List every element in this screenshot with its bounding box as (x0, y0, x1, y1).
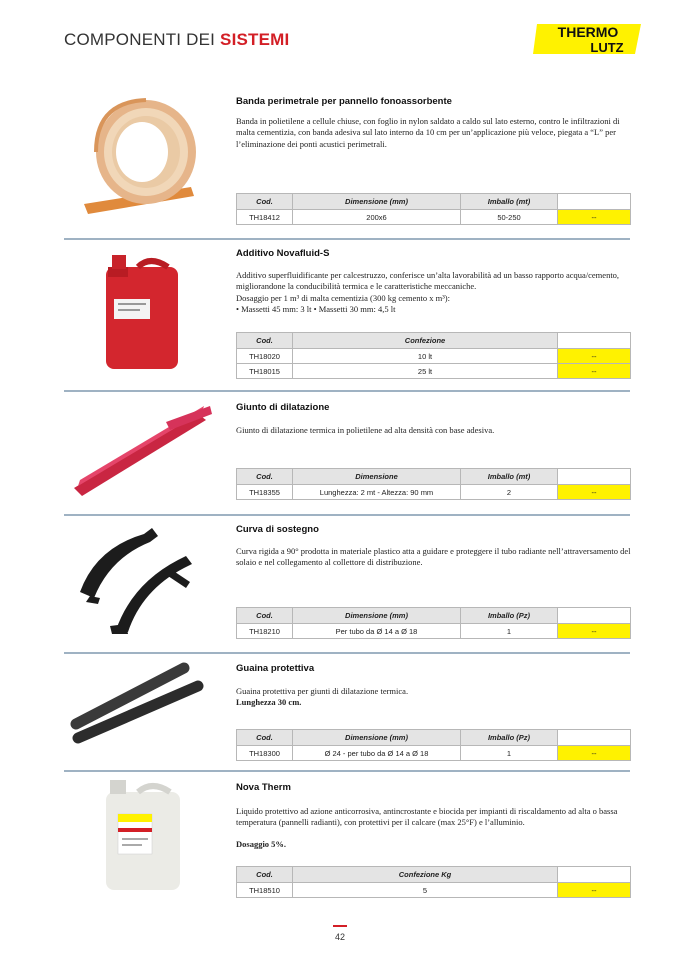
col-header (558, 867, 631, 883)
product-title: Additivo Novafluid-S (236, 248, 330, 259)
table-row (237, 349, 631, 364)
cell-package: 5 (293, 883, 558, 898)
cell-package: 25 lt (293, 364, 558, 379)
svg-text:LUTZ: LUTZ (590, 40, 624, 55)
cell-code: TH18020 (237, 349, 293, 364)
cell-price: -- (558, 624, 631, 639)
tanica-rossa-image (98, 253, 183, 373)
spec-table (236, 468, 631, 500)
section-separator (64, 770, 630, 772)
cell-code: TH18210 (237, 624, 293, 639)
cell-packaging: 1 (461, 624, 558, 639)
product-title: Banda perimetrale per pannello fonoassorbente (236, 96, 452, 107)
product-title: Curva di sostegno (236, 524, 319, 535)
col-header: Dimensione (mm) (293, 194, 461, 210)
col-header: Cod. (237, 469, 293, 485)
col-header: Cod. (237, 867, 293, 883)
cell-dimension: 200x6 (293, 210, 461, 225)
product-title: Giunto di dilatazione (236, 402, 330, 413)
spec-table (236, 729, 631, 761)
col-header (558, 469, 631, 485)
cell-packaging: 1 (461, 746, 558, 761)
guaina-protettiva-image (66, 662, 206, 747)
cell-price: -- (558, 485, 631, 500)
cell-price: -- (558, 883, 631, 898)
table-row (237, 485, 631, 500)
cell-dimension: Ø 24 - per tubo da Ø 14 a Ø 18 (293, 746, 461, 761)
col-header: Dimensione (mm) (293, 608, 461, 624)
product-description: Guaina protettiva per giunti di dilatazione termica. Lunghezza 30 cm. (236, 686, 409, 708)
tanica-bianca-image (100, 778, 185, 893)
thermolutz-logo (533, 22, 645, 56)
col-header: Imballo (Pz) (461, 730, 558, 746)
col-header (558, 333, 631, 349)
product-description: Giunto di dilatazione termica in polietilene ad alta densità con base adesiva. (236, 425, 495, 435)
title-light: COMPONENTI DEI (64, 30, 216, 49)
title-bold: SISTEMI (220, 30, 290, 49)
cell-price: -- (558, 364, 631, 379)
table-row (237, 746, 631, 761)
section-separator (64, 514, 630, 516)
cell-code: TH18355 (237, 485, 293, 500)
cell-price: -- (558, 210, 631, 225)
cell-package: 10 lt (293, 349, 558, 364)
product-title: Guaina protettiva (236, 663, 315, 674)
cell-packaging: 2 (461, 485, 558, 500)
col-header: Confezione Kg (293, 867, 558, 883)
col-header: Imballo (mt) (461, 194, 558, 210)
col-header: Imballo (Pz) (461, 608, 558, 624)
product-description: Curva rigida a 90° prodotta in materiale plastico atta a guidare e proteggere il tubo radiante nell’attraversamento del solaio e nel collegamento al collettore di distribuzione. (236, 546, 631, 568)
cell-code: TH18300 (237, 746, 293, 761)
col-header: Cod. (237, 608, 293, 624)
table-row (237, 624, 631, 639)
cell-code: TH18412 (237, 210, 293, 225)
cell-price: -- (558, 349, 631, 364)
col-header: Imballo (mt) (461, 469, 558, 485)
page-number: 42 (334, 932, 345, 942)
spec-table (236, 332, 631, 379)
section-separator (64, 652, 630, 654)
curva-sostegno-image (66, 520, 206, 635)
spec-table (236, 866, 631, 898)
spec-table (236, 193, 631, 225)
cell-packaging: 50-250 (461, 210, 558, 225)
col-header (558, 730, 631, 746)
col-header: Cod. (237, 194, 293, 210)
svg-text:THERMO: THERMO (557, 24, 619, 40)
banda-perimetrale-image (66, 92, 206, 227)
col-header: Dimensione (mm) (293, 730, 461, 746)
product-description: Liquido protettivo ad azione anticorrosiva, antincrostante e biocida per impianti di riscaldamento ad alta o bassa temperatura (pannelli radianti), con protettivi per il calcare (max 25°F) e l’alluminio. Dosaggio 5%. (236, 806, 618, 849)
col-header: Confezione (293, 333, 558, 349)
page-title (64, 30, 289, 50)
product-title: Nova Therm (236, 782, 291, 793)
giunto-dilatazione-image (66, 400, 216, 500)
cell-dimension: Per tubo da Ø 14 a Ø 18 (293, 624, 461, 639)
section-separator (64, 390, 630, 392)
col-header (558, 608, 631, 624)
col-header: Cod. (237, 333, 293, 349)
cell-price: -- (558, 746, 631, 761)
section-separator (64, 238, 630, 240)
col-header: Dimensione (293, 469, 461, 485)
cell-code: TH18510 (237, 883, 293, 898)
product-description: Additivo superfluidificante per calcestruzzo, conferisce un’alta lavorabilità ad un basso rapporto acqua/cemento, migliorandone la conducibilità termica e le caratteristiche meccaniche. Dosaggio per 1 m³ di malta cementizia (300 kg cemento x m³): • Massetti 45 mm: 3 lt • Massetti 30 mm: 4,5 lt (236, 270, 620, 315)
product-description: Banda in polietilene a cellule chiuse, con foglio in nylon saldato a caldo sul lato esterno, contro le infiltrazioni di malta cementizia, con banda adesiva sul lato interno da 10 cm per un’applicazione più veloce, piegata a “L” per l’eliminazione dei ponti acustici perimetrali. (236, 116, 620, 149)
col-header: Cod. (237, 730, 293, 746)
page-number-accent (333, 925, 347, 927)
table-row (237, 364, 631, 379)
spec-table (236, 607, 631, 639)
table-row (237, 210, 631, 225)
table-row (237, 883, 631, 898)
col-header (558, 194, 631, 210)
cell-dimension: Lunghezza: 2 mt - Altezza: 90 mm (293, 485, 461, 500)
cell-code: TH18015 (237, 364, 293, 379)
